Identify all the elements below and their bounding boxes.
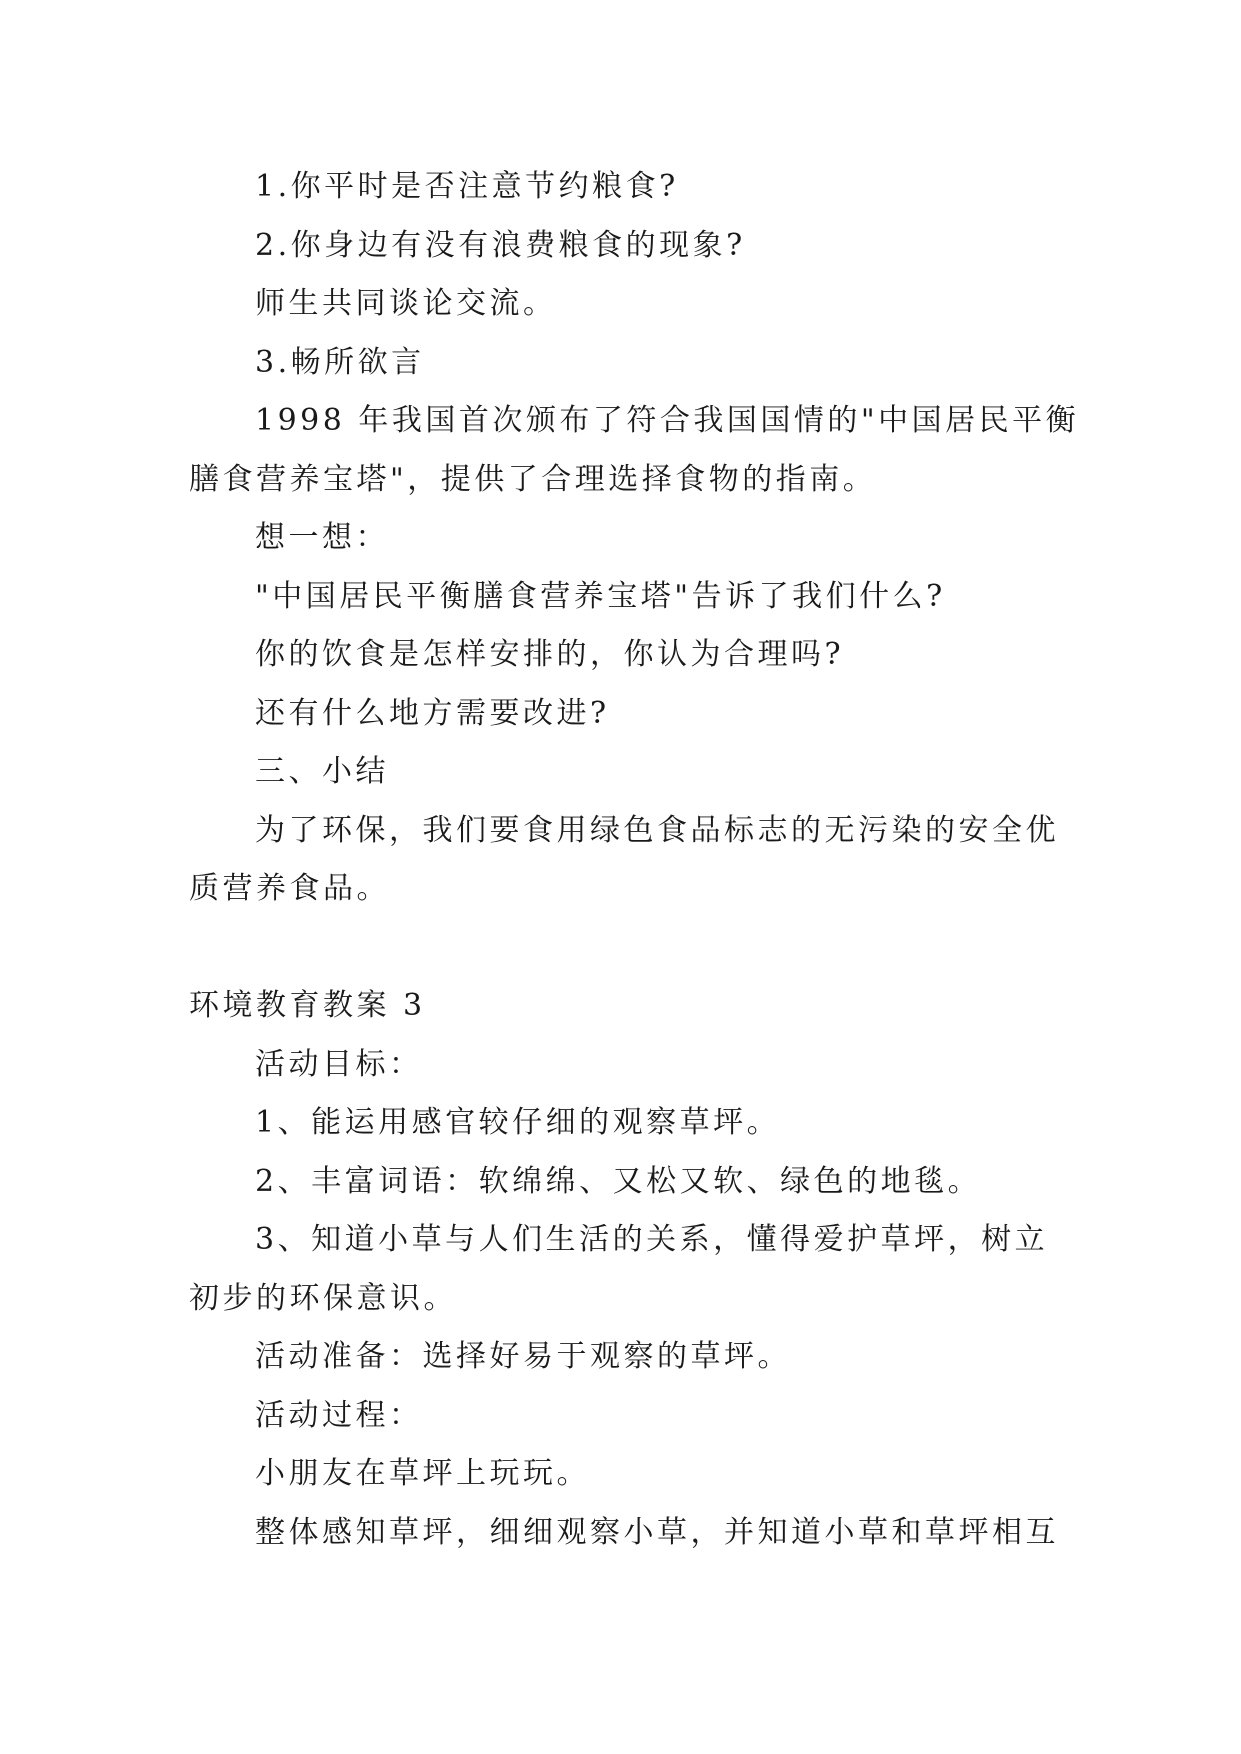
subheading-line: 3.畅所欲言 [255,344,425,380]
question-line: 2.你身边有没有浪费粮食的现象? [255,227,746,263]
question-line: 1.你平时是否注意节约粮食? [255,169,679,204]
subheading-line: 活动目标： [255,1046,423,1082]
question-line: 还有什么地方需要改进? [255,695,610,731]
paragraph-line: 想一想： [255,520,389,555]
paragraph-line: 1998 年我国首次颁布了符合我国国情的"中国居民平衡 [255,403,1080,438]
subheading-line: 活动过程： [255,1397,423,1433]
paragraph-line: 活动准备：选择好易于观察的草坪。 [255,1339,791,1374]
list-item: 1、能运用感官较仔细的观察草坪。 [255,1105,781,1140]
paragraph-line: 为了环保，我们要食用绿色食品标志的无污染的安全优 [255,812,1059,848]
question-line: 你的饮食是怎样安排的，你认为合理吗? [255,637,845,672]
list-item: 2、丰富词语：软绵绵、又松又软、绿色的地毯。 [255,1163,982,1199]
section-title: 环境教育教案 3 [189,988,426,1023]
question-line: "中国居民平衡膳食营养宝塔"告诉了我们什么? [255,578,946,614]
paragraph-line: 膳食营养宝塔"，提供了合理选择食物的指南。 [189,461,877,497]
section-gap [189,919,1051,978]
document-body [189,158,1080,1562]
list-item: 3、知道小草与人们生活的关系，懂得爱护草坪，树立 [255,1222,1049,1257]
paragraph-line: 整体感知草坪，细细观察小草，并知道小草和草坪相互 [255,1514,1059,1550]
subheading-line: 三、小结 [255,754,389,789]
paragraph-line: 小朋友在草坪上玩玩。 [255,1456,590,1491]
paragraph-line: 质营养食品。 [189,871,390,906]
list-item: 初步的环保意识。 [189,1280,457,1316]
paragraph-line: 师生共同谈论交流。 [255,286,557,321]
